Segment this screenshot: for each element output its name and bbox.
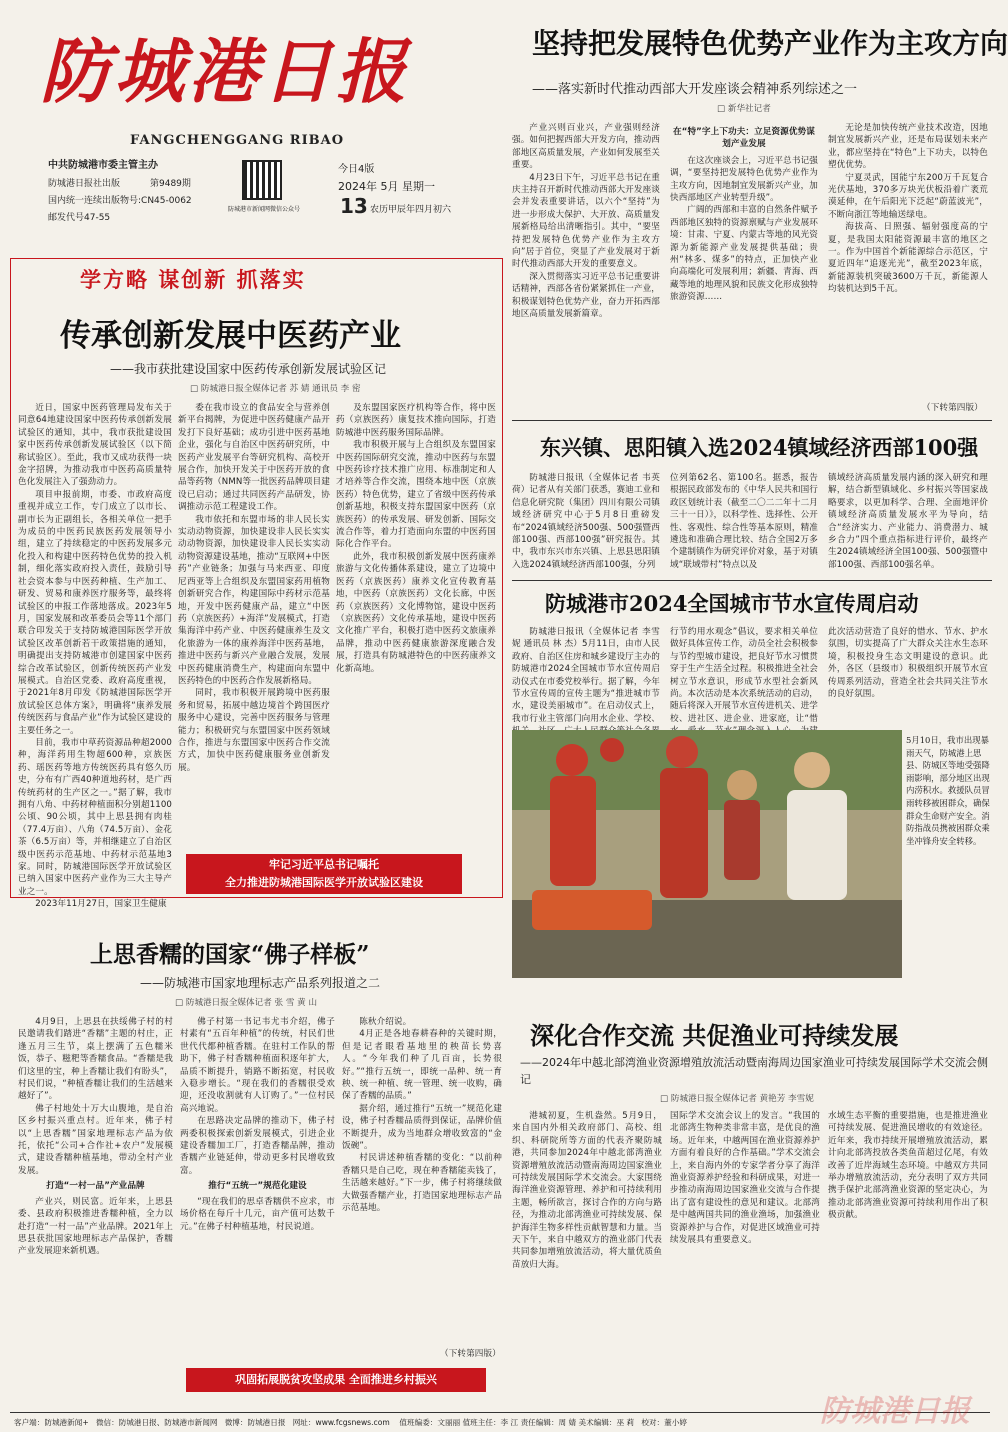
tcm-title: 传承创新发展中医药产业 xyxy=(60,318,401,354)
top-story-col2 xyxy=(670,122,818,412)
footer-wechat: 微信：防城港日报、防城港市新闻网 xyxy=(95,1418,218,1427)
tcm-subtitle: ——我市获批建设国家中医药传承创新发展试验区记 xyxy=(110,362,387,376)
gi-col3 xyxy=(342,1016,502,1346)
paragraph: 我市积极开展与上合组织及东盟国家中医药国际研究交流，推动中医药与东盟中医药诊疗技术推广应用、标准制定和人才培养等合作交流，围绕本地中医（京族医药）特色优势，建立了省级中医药传承创新基地，积极支持东盟国家中医药（京族医药）的传承发展、研发创新、国际交流合作等，着力打造面向东盟的中医药国际化合作平台。 xyxy=(336,440,496,550)
masthead-day: 13 xyxy=(340,194,368,218)
masthead-title: 防城港日报 xyxy=(40,30,410,113)
top-story-col1 xyxy=(512,122,660,412)
top-story-title: 坚持把发展特色优势产业作为主攻方向 xyxy=(532,27,1008,60)
paragraph: 村民讲述种植香糯的变化：“以前种香糯只是自己吃，现在种香糯能卖钱了，生活越来越好。”下一步，佛子村将继续做大做强香糯产业，打造国家地理标志产品示范基地。 xyxy=(342,1153,502,1214)
masthead-publisher: 防城港日报社出版 xyxy=(48,179,121,189)
paragraph: 海拔高、日照强、辐射强度高的宁夏，是我国太阳能资源最丰富的地区之一。作为中国首个新能源综合示范区，宁夏近四年“追逐光光”，截至2023年底，新能源装机突破3600万千瓦，新能源人均装机达到5千瓦。 xyxy=(828,222,988,295)
top-story xyxy=(512,10,1008,420)
qr-caption: 防城港市新闻网微信公众号 xyxy=(228,206,301,213)
column-banner: 学方略 谋创新 抓落实 xyxy=(80,267,306,292)
paragraph: “现在我们的思卓香糯供不应求，市场价格在每斤十几元，亩产值可达数千元。”在佛子村种植基地，村民说道。 xyxy=(180,1196,335,1232)
top-story-subtitle: ——落实新时代推动西部大开发座谈会精神系列综述之一 xyxy=(532,82,858,97)
paragraph: 产业兴则百业兴，产业强则经济强。如何把握西部大开发方向，推动西部地区高质量发展，产业如何发展至关重要。 xyxy=(512,123,660,171)
section-heading: 打造“一村一品”产业品牌 xyxy=(46,1181,145,1192)
masthead-date: 2024年 5月 星期一 xyxy=(338,180,435,193)
paragraph: 佛子村地处十万大山腹地，是自治区乡村振兴重点村。近年来，佛子村以“上思香糯”国家地理标志产品为依托，依托“公司+合作社+农户”发展模式，建设香糯种植基地，带动全村产业发展。 xyxy=(18,1103,173,1176)
divider xyxy=(512,580,992,581)
town-col1: 防城港日报讯（全媒体记者 韦英荷）记者从有关部门获悉，赛迪工业和信息化研究院（集团）四川有限公司镇域经济研究中心于5月8日重磅发布“2024镇域经济500强、500强暨西部100强、西部100强”研究报告。其中，我市东兴市东兴镇、上思县思阳镇入选2024镇域经济西部100强，分列 xyxy=(512,473,660,570)
town-col2: 位列第62名、第100名。据悉，报告根据民政部发布的《中华人民共和国行政区划统计表（截至二〇二二年十二月三十一日）》，以科学性、选择性、公开性、客观性、综合性等基本原则，精准遴选和准确合理比较、结合全国2万多个建制镇作为研究评价对象，基于对镇域“联域带村”特点以及 xyxy=(670,473,818,570)
masthead-pages: 今日4版 xyxy=(338,164,375,175)
paragraph: 无论是加快传统产业技术改造，因地制宜发展新兴产业，还是布局谋划未来产业，都应坚持在“特色”上下功夫，以特色塑优优势。 xyxy=(828,123,988,171)
gi-col2 xyxy=(180,1016,335,1356)
divider xyxy=(512,420,992,421)
tcm-tagline1: 牢记习近平总书记嘱托 xyxy=(269,858,379,871)
rescue-photo xyxy=(512,730,902,978)
paragraph: 宁夏灵武，国能宁东200万千瓦复合光伏基地，370多万块光伏板沿着广袤荒漠延伸，在午后阳光下泛起“蔚蓝波光”，不断向浙江等地输送绿电。 xyxy=(828,172,988,220)
paragraph: 近日，国家中医药管理局发布关于同意64地建设国家中医药传承创新发展试验区的通知，其中，我市获批建设国家中医药传承创新发展试验区（以下简称试验区）。至此，我市又成功获得一块金字招牌，为推动我市中医药高质量特色化发展注入了强劲动力。 xyxy=(18,403,172,488)
gi-continued-note: （下转第四版） xyxy=(440,1349,501,1359)
photo-illustration xyxy=(512,730,902,978)
tcm-tagline-box xyxy=(186,854,462,894)
masthead-lunar: 农历甲辰年四月初六 xyxy=(370,205,452,215)
footer-proof: 校对：董小婷 xyxy=(641,1418,687,1427)
footer-site: 网址：www.fcgsnews.com xyxy=(292,1418,390,1427)
fish-byline: □ 防城港日报全媒体记者 黄艳芳 李雪妮 xyxy=(660,1094,814,1104)
paragraph: 据介绍，通过推行“五统一”规范化建设，佛子村香糯品质得到保证，品牌价值不断提升，成为当地群众增收致富的“金饭碗”。 xyxy=(342,1103,502,1152)
water-col1: 防城港日报讯（全媒体记者 李雪妮 通讯员 林 杰）5月11日，由市人民政府、自治区住房和城乡建设厅主办的防城港市2024全国城市节水宣传周启动仪式在市委党校举行。据了解，今年节水宣传周的宣传主题为“推进城市节水，建设美丽城市”。在启动仪式上，我市行业主管部门向用水企业、学校、 xyxy=(512,627,660,724)
photo-caption: 5月10日，我市出现暴雨天气，防城港上思县、防城区等地受强降雨影响，部分地区出现内涝积水。救援队员冒雨转移被困群众，确保群众生命财产安全。消防指战员携被困群众乘坐冲锋舟安全转移。 xyxy=(906,735,990,846)
qr-code-icon xyxy=(242,160,282,200)
paragraph: 深入贯彻落实习近平总书记重要讲话精神，西部各省份紧紧抓住一产业，积极谋划特色优势产业，奋力开拓西部地区高质量发展新篇章。 xyxy=(512,271,660,320)
fish-col1: 港城初夏，生机盎然。5月9日，来自国内外相关政府部门、高校、组织、科研院所等方面的代表齐聚防城港，共同参加2024年中越北部湾渔业资源增殖放流活动暨南海周边国家渔业可持续发展国际学术交流会。大家围绕海洋渔业资源管理、养护和可持续利用主题，畅所欲言，探讨合作的方向与路径，为推动北部湾渔业可持续发展、保护海洋生物多样性贡献智慧和力量。当天下午，来自中越双方的渔业部门代表共同参加增殖放流活动，将大量优质鱼苗放归大海。 xyxy=(512,1111,662,1270)
tcm-byline: □ 防城港日报全媒体记者 苏 婧 通讯员 李 密 xyxy=(190,384,361,394)
paragraph: 4月23日下午，习近平总书记在重庆主持召开新时代推动西部大开发座谈会并发表重要讲话，以六个“坚持”为进一步形成大保护、大开放、高质量发展新格局给出清晰指引。其中，“要坚持把发展特色优势产业作为主攻方向”居于首位，突显了产业发展对于新时代推动西部大开发的重要意义。 xyxy=(512,172,660,270)
gi-subtitle: ——防城港市国家地理标志产品系列报道之二 xyxy=(140,976,381,990)
paragraph: 项目申报前期，市委、市政府高度重视并成立工作，专门成立了以市长、副市长为正副组长，各相关单位一把手为成员的中医药民族医药发展领导小组，建立了持续稳定的中医药发展多元化投入和构建中医药特色优势的投入机制，细化落实政府投入责任，鼓励引导社会资本参与中医药种植、生产加工、研发、贸易和康养医疗服务等，最终将试验区的申报工作落地落成。2023年5月，国家发展和改革委员会等11个部门联合印发关于支持防城港国际医学开放试验区改革创新若干政策措施的通知，明确提出支持防城港市创建国家中医药综合改革试验区，创新传统医药产业发展模式。自治区党委、政府高度重视，于2021年8月印发《防城港国际医学开放试验区总体方案》，明确将“康养发展传统医药与食品产业”作为试验区建设的主要任务之一。 xyxy=(18,489,172,736)
fish-subtitle: ——2024年中越北部湾渔业资源增殖放流活动暨南海周边国家渔业可持续发展国际学术交流会侧记 xyxy=(520,1056,988,1086)
masthead-sponsor: 中共防城港市委主管主办 xyxy=(48,160,158,171)
fish-col2: 国际学术交流会议上的发言。“我国的北部湾生物种类非常丰富，是优良的渔场。近年来，中越两国在渔业资源养护方面有着良好的合作基础。”学术交流会上，来自海内外的专家学者分享了海洋渔业资源养护经验和科研成果，对进一步推动南海周边国家渔业交流与合作提出了富有建设性的意见和建议。北部湾是中越两国共同的渔业渔场，加强渔业资源养护与合作，对促进区域渔业可持续发展具有重要意义。 xyxy=(670,1111,820,1246)
paragraph: 在思路决定品牌的推动下，佛子村两委积极探索创新发展模式，引进企业建设香糯加工厂，打造香糯品牌，推动香糯产业链延伸，带动更多村民增收致富。 xyxy=(180,1116,335,1176)
gi-byline: □ 防城港日报全媒体记者 张 雪 黄 山 xyxy=(175,998,318,1008)
footer-client: 客户端：防城港新闻+ xyxy=(14,1418,89,1427)
tcm-col3 xyxy=(336,402,496,842)
tcm-col2 xyxy=(178,402,330,892)
paragraph: 2023年11月27日，国家卫生健康 xyxy=(35,899,167,910)
water-title: 防城港市2024全国城市节水宣传周启动 xyxy=(545,591,919,616)
tcm-tagline2: 全力推进防城港国际医学开放试验区建设 xyxy=(225,876,423,889)
paragraph: 同时，我市积极开展跨境中医药服务和贸易，拓展中越边境首个跨国医疗服务中心建设，完善中医药服务与管理能力；积极研究与东盟国家中医药领域合作，推进与东盟国家中医药合作交流方式，加快中医药健康服务业创新发展。 xyxy=(178,688,330,773)
paragraph: 目前，我市中草药资源品种超2000种，海洋药用生物超600种，京族医药、瑶医药等地方传统医药具有悠久历史，分布有广西40种道地药材，是广西传统药材的生产区之一。”据了解，我市拥有八角、中药材种植面积分别超1100公顷、90公顷，其中上思县拥有肉桂（77.4万亩）、八角（74.5万亩）、金花茶（6.5万亩）等，并相继建立了自治区级中医药示范基地、中药材示范基地3家。同时，防城港国际医学开放试验区已纳入国家中医药产业作为三大主导产业之一。 xyxy=(18,737,172,897)
footer-weibo: 微博：防城港日报 xyxy=(224,1418,286,1427)
water-col2: 行节约用水观念”倡议，要求相关单位做好具体宣传工作，动员全社会积极参与节约型城市建设，把良好节水习惯贯穿于生产生活全过程。积极推进全社会树立节水意识，形成节水型社会新风尚。本次活动是本次系统活动的启动，随后将深入开展节水宣传进机关、进学校、进社区、进企业、进家庭，让“惜 xyxy=(670,627,818,724)
paragraph: 产业兴，则民富。近年来，上思县委、县政府积极推进香糯种植，全力以赴打造“一村一品”产业品牌。2021年上思县获批国家地理标志产品保护，香糯产业发展迎来新机遇。 xyxy=(18,1196,173,1257)
section-heading: 在“特”字上下功夫：立足资源优势谋划产业发展 xyxy=(673,127,815,150)
gi-tagline: 巩固拓展脱贫攻坚成果 全面推进乡村振兴 xyxy=(186,1368,486,1392)
fish-col3: 水域生态平衡的重要措施，也是推进渔业可持续发展、促进渔民增收的有效途径。近年来，我市持续开展增殖放流活动，累计向北部湾投放各类鱼苗超过亿尾，有效改善了近岸海域生态环境。中越双方共同举办增殖放流活动，充分表明了双方共同携手保护北部湾渔业资源的坚定决心，为推动北部湾渔业资源可持续利用作出了积极贡献。 xyxy=(828,1111,988,1221)
paragraph: 佛子村第一书记韦尤韦介绍，佛子村素有“五百年种植”的传统，村民们世世代代都种植香糯。在驻村工作队的帮助下，佛子村香糯种植面积逐年扩大，品质不断提升，销路不断拓宽，村民收入稳步增长。“现在我们的香糯很受欢迎，还没收割就有人订购了。”一位村民高兴地说。 xyxy=(180,1017,335,1114)
town-col3: 镇域经济高质量发展内涵的深入研究和理解，结合新型镇域化、乡村振兴等国家战略要求，以更加科学、合理、全面地评价镇域经济高质量发展水平为导向，结合“经济实力、产业能力、消费潜力、城乡合力”四个重点指标进行评价，最终产生2024镇域经济全国100强、500强暨中部100强、西部100强名单。 xyxy=(828,473,989,570)
masthead-postal: 邮发代号47-55 xyxy=(48,213,111,223)
paragraph: 此外，我市积极创新发展中医药康养旅游与文化传播体系建设，建立了边境中医药（京族医药）康养文化宣传教育基地，中医药（京族医药）文化长廊，中医药（京族医药）文化博物馆，建设中医药（京族医药）文化传承基地，建设中医药文化推广平台，积极打造中医药文旅康养品牌，推动中医药健康旅游深度融合发展，打造具有防城港特色的中医药康养文化新高地。 xyxy=(336,551,496,674)
paragraph: 在这次座谈会上，习近平总书记强调，“要坚持把发展特色优势产业作为主攻方向，因地制宜发展新兴产业，加快西部地区产业转型升级”。 xyxy=(670,155,818,204)
paragraph: 我市依托和东盟市场的非人民长实实动动物资源，加快建设非人民长实实动动物资源，加快建设非人民长实实动动物资源建设基地，推动“互联网+中医药”产业链条；加强与马来西亚、印度尼西亚等上合组织及东盟国家药用植物创新研究合作，构建国际中药材示范基地，开发中医药健康产品，建立“中医药（京族医药）+海洋”发展模式，打造集海洋中药产业、中医药健康养生及文化旅游为一体的康养海洋中医药基地，推进中医药与新兴产业融合发展，发展中医药健康消费生产，构建面向东盟中医药特色的中医药合作发展新格局。 xyxy=(178,514,330,686)
town-title: 东兴镇、思阳镇入选2024镇域经济西部100强 xyxy=(540,435,979,460)
gi-title: 上思香糯的国家“佛子样板” xyxy=(90,941,370,968)
gi-col1 xyxy=(18,1016,173,1408)
paragraph: 广阔的西部和丰富的自然条件赋予西部地区独特的资源禀赋与产业发展环境：甘肃、宁夏、内蒙古等地的风光资源为新能源产业发展提供基础；贵州“林多、煤多”的特点，正加快产业向高端化可发展利用；新疆、青海、西藏等地的地理风貌和民族文化形成独特旅游资源…… xyxy=(670,205,818,303)
masthead-roman: FANGCHENGGANG RIBAO xyxy=(130,133,345,148)
water-col3: 此次活动营造了良好的惜水、节水、护水氛围，切实提高了广大群众关注水生态环境，积极投身生态文明建设的意识。此外，各区（县级市）积极组织开展节水宣传周系列活动，营造全社会共同关注节水的良好氛围。 xyxy=(828,627,988,700)
fish-title: 深化合作交流 共促渔业可持续发展 xyxy=(530,1021,899,1050)
continued-note: （下转第四版） xyxy=(922,403,983,413)
top-story-byline: □ 新华社记者 xyxy=(717,104,771,114)
top-story-col3 xyxy=(828,122,988,398)
paragraph: 4月正是各地春耕春种的关键时期，但是记者眼看基地里的秧苗长势喜人。“今年我们种了几百亩，长势很好。”“推行五统一，即统一品种、统一育秧、统一种植、统一管理、统一收购，确保了香糯的品质。” xyxy=(342,1029,502,1102)
paragraph: 及东盟国家医疗机构等合作，将中医药（京族医药）康复技术推向国际，打造防城港中医药服务国际品牌。 xyxy=(336,403,496,438)
footer-editors: 值班编委：文丽丽 值班主任：李 江 责任编辑：周 婧 美术编辑：巫 莉 xyxy=(399,1418,635,1427)
paragraph: 委在我市设立的食品安全与营养创新平台揭牌，为促进中医药健康产品开发打下良好基础；成功引进中医药基地企业，强化与自治区中医药研究所，中医药产业发展平台等研究机构、高校开展合作，加快开发关于中医药开放的食品等药物（NMN等一批医药品牌项目建设已启动；通过共同医药产品研发，协调推动示范工程建设工作。 xyxy=(178,403,330,513)
paragraph: 陈秋介绍说。 xyxy=(359,1017,412,1027)
watermark: 防城港日报 xyxy=(820,1394,970,1429)
masthead xyxy=(0,0,505,290)
tcm-col1 xyxy=(18,402,172,910)
masthead-issue: 第9489期 xyxy=(150,179,191,189)
section-heading: 推行“五统一”规范化建设 xyxy=(208,1181,307,1192)
masthead-cn: 国内统一连续出版物号:CN45-0062 xyxy=(48,196,192,206)
paragraph: 4月9日，上思县在扶绥佛子村的村民邀请我们踏进“香糯”主题的村庄，正逢五月三生节，桌上摆满了五色糯米饭，恭子、糍粑等香糯食品。“香糯是我们这里的宝，种上香糯让我们有盼头”，村民们说，“种植香糯让我们的生活越来越好了”。 xyxy=(18,1017,173,1102)
